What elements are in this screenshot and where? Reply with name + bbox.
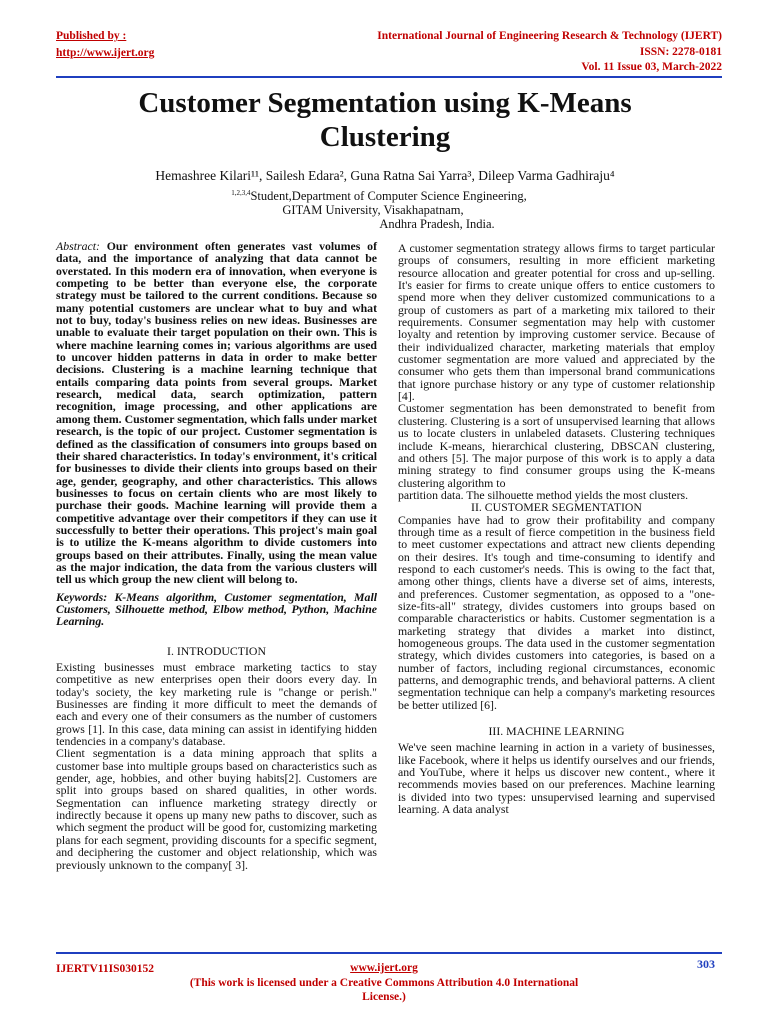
authors: Hemashree Kilari¹¹, Sailesh Edara², Guna Ratna Sai Yarra³, Dileep Varma Gadhiraju⁴ — [155, 168, 615, 183]
abstract — [56, 240, 377, 586]
section-heading-machine-learning: III. MACHINE LEARNING — [488, 724, 625, 739]
paper-id: IJERTV11IS030152 — [56, 963, 155, 975]
page-title — [60, 86, 710, 154]
license-line-1: (This work is licensed under a Creative Commons Attribution 4.0 International — [189, 977, 579, 989]
right-paragraph-1: A customer segmentation strategy allows firms to target particular groups of consumers, resulting in more efficient marketing resource allocation and greater potential for cross and up-selling. It's easier for firms to create unique offers to entice customers to spend more when they deliver customized communications to a group of customers as part of a marketing mix tailored to their requirements. Consumer segmentation may help with customer loyalty and retention by improving customer service. Because of their individualized character, marketing materials that employ customer segmentation are more valued and appreciated by the consumer who gets them than impersonal brand communications that ignore purchase history or any type of customer relationship [4]. — [398, 241, 715, 404]
machine-learning-paragraph: We've seen machine learning in action in a variety of businesses, like Facebook, where it helps us identify ourselves and our friends, and YouTube, where it helps us discover new content., where it recommends movies based on our preferences. Machine learning is divided into two types: unsupervised learning and supervised learning. A data analyst — [398, 740, 715, 817]
license-line-2: License.) — [362, 991, 406, 1003]
page-number: 303 — [697, 957, 715, 971]
header-rule — [56, 76, 722, 78]
affil-line-1: Student,Department of Computer Science Engineering, — [250, 189, 527, 204]
section-heading-customer-segmentation: II. CUSTOMER SEGMENTATION — [471, 500, 642, 515]
footer-rule — [56, 952, 722, 954]
affil-line-3: Andhra Pradesh, India. — [379, 217, 495, 232]
site-link-header[interactable]: http://www.ijert.org — [56, 47, 155, 59]
intro-paragraph-1: Existing businesses must embrace marketing tactics to stay competitive as new enterprises open their doors every day. In today's society, the key marketing rule is "change or perish." Businesses are finding it more difficult to meet the demands of each and every one of their consumers as the number of customers grows [1]. In this case, data mining can assist in identifying hidden tendencies in a company's database. — [56, 660, 377, 749]
title-line-2: Clustering — [319, 121, 451, 153]
intro-paragraph-2: Client segmentation is a data mining approach that splits a customer base into multiple groups based on characteristics such as gender, age, hobbies, and other buying habits[2]. Customers are split into groups based on shared qualities, in other words. Segmentation can influence marketing strategy directly or indirectly because it opens up many new paths to discover, such as which segment the product will be good for, customizing marketing plans for each segment, providing discounts for a specific segment, and deciphering the customer and object relationship, which was previously unknown to the company[ 3]. — [56, 746, 377, 872]
title-line-1: Customer Segmentation using K-Means — [138, 87, 632, 119]
affil-superscript: 1,2,3,4 — [231, 189, 251, 197]
published-by: Published by : — [56, 30, 127, 42]
keywords-label: Keywords: — [56, 589, 108, 604]
customer-segmentation-paragraph: Companies have had to grow their profitability and company through time as a result of fierce competition in the business field to meet customer expectations and attract new clients depending on their desires. It's tough and time-consuming to identify and respond to each customer's needs. This is owing to the fact that, among other things, clients have a diverse set of aims, interests, and preferences. Customer segmentation, as opposed to a "one-size-fits-all" strategy, divides customers into groups based on comparable characteristics or habits. Customer segmentation is a marketing strategy that divides a market into distinct, homogeneous groups. The data used in the customer segmentation strategy, which divides customers into categories, is based on a number of factors, including regional circumstances, economic patterns, and demographic trends, and behavioral patterns. A client segmentation technique can help a company's marketing resources be better utilized [6]. — [398, 512, 715, 712]
keywords-text: K-Means algorithm, Customer segmentation, Mall Customers, Silhouette method, Elbow method, Python, Machine Learning. — [56, 589, 378, 629]
abstract-text: Our environment often generates vast volumes of data, and the importance of analyzing that data cannot be overstated. In this modern era of innovation, when everyone is competing to be better than everyone else, the corporate strategy must be tailored to the current conditions. Because so many potential customers are unclear what to buy and what not to buy, today's business relies on new ideas. Businesses are unable to evaluate their target population on their own. This is where machine learning comes in; various algorithms are used to uncover hidden patterns in data in order to make better decisions. Clustering is a machine learning technique that entails comparing data points from several groups. Market research, medical data, search optimization, pattern recognition, image processing, and other applications are among them. Customer segmentation, which falls under market research, is the topic of our project. Customer segmentation is defined as the classification of consumers into groups based on their shared characteristics. In today's environment, it's critical for businesses to divide their clients into groups based on their age, gender, geography, and other characteristics. This allows businesses to focus on certain clients who are most likely to purchase their goods. Machine learning will provide them a competitive advantage over their competitors if they can use it successfully to better their operations. This project's main goal is to utilize the K-means algorithm to divide customers into groups based on their attributes. Finally, using the mean value as the major indication, the data from the various clusters will tell us which group the new client will belong to. — [56, 239, 377, 587]
section-heading-introduction: I. INTRODUCTION — [167, 643, 266, 658]
issn: ISSN: 2278-0181 — [639, 46, 722, 58]
volume-issue: Vol. 11 Issue 03, March-2022 — [581, 61, 722, 73]
affil-line-2: GITAM University, Visakhapatnam, — [282, 203, 464, 218]
right-paragraph-3: partition data. The silhouette method yields the most clusters. — [398, 487, 689, 502]
license-text — [0, 976, 768, 1004]
left-column — [56, 240, 377, 871]
right-paragraph-2: Customer segmentation has been demonstrated to benefit from clustering. Clustering is a sort of unsupervised learning that allows us to locate clusters in unlabeled datasets. Clustering techniques include K-means, hierarchical clustering, DBSCAN clustering, and others [5]. The major purpose of this work is to apply a data mining strategy to find consumer groups using the K-means clustering algorithm to — [398, 401, 715, 490]
journal-name: International Journal of Engineering Research & Technology (IJERT) — [377, 30, 722, 42]
right-column — [398, 242, 715, 815]
affiliation — [60, 186, 710, 231]
abstract-label: Abstract: — [56, 239, 100, 253]
site-link-footer[interactable]: www.ijert.org — [350, 962, 418, 974]
keywords — [56, 591, 377, 628]
